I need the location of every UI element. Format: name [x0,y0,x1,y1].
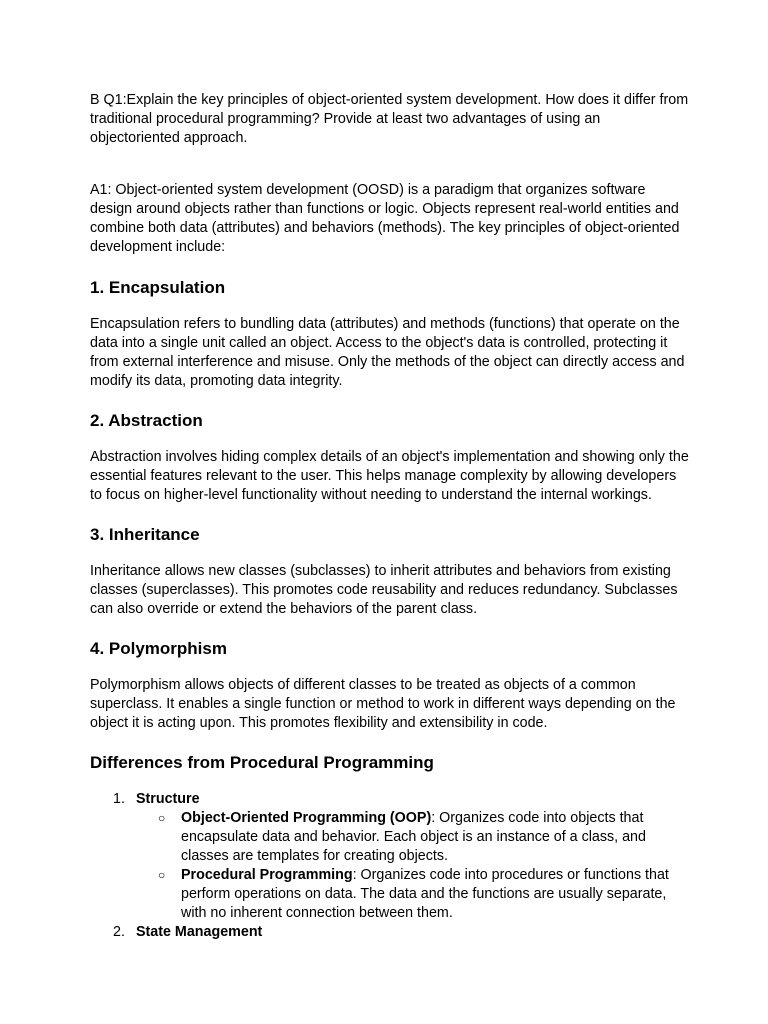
document-page [90,91,690,942]
section-inheritance [90,524,690,619]
differences-list [90,790,690,942]
list-item [90,923,690,942]
question-text: B Q1:Explain the key principles of object-oriented system development. How does it differ from traditional procedural programming? Provide at least two advantages of using an objectoriented approach. [90,92,689,146]
term-description: : Organizes code into procedures or functions that perform operations on data. The data and the functions are usually separate, with no inherent connection between them. [181,867,669,921]
differences-heading: Differences from Procedural Programming [90,753,434,772]
section-body: Polymorphism allows objects of different classes to be treated as objects of a common superclass. It enables a single function or method to work in different ways depending on the object it is acting upon. This promotes flexibility and extensibility in code. [90,677,676,731]
section-heading: 1. Encapsulation [90,278,226,297]
section-encapsulation [90,277,690,391]
section-heading: 3. Inheritance [90,525,200,544]
section-body: Encapsulation refers to bundling data (attributes) and methods (functions) that operate on the data into a single unit called an object. Access to the object's data is controlled, protecting it from external interference and misuse. Only the methods of the object can directly access and modify its data, promoting data integrity. [90,316,685,389]
term-label: Object-Oriented Programming (OOP) [181,810,432,826]
section-heading: 2. Abstraction [90,411,203,430]
section-polymorphism [90,638,690,733]
answer-intro: A1: Object-oriented system development (OOSD) is a paradigm that organizes software design around objects rather than functions or logic. Objects represent real-world entities and combine both data (attributes) and behaviors (methods). The key principles of object-oriented development include: [90,182,680,255]
list-item [90,790,690,923]
hollow-circle-bullet-icon: ○ [158,811,166,825]
list-number: 1. [113,791,125,807]
section-heading: 4. Polymorphism [90,639,227,658]
hollow-circle-bullet-icon: ○ [158,868,166,882]
sub-list-item [90,809,690,866]
section-abstraction [90,410,690,505]
term-description: : Organizes code into objects that encapsulate data and behavior. Each object is an instance of a class, and classes are templates for creating objects. [181,810,646,864]
list-item-title: State Management [136,924,263,940]
list-number: 2. [113,924,125,940]
sub-list [90,809,690,923]
list-item-title: Structure [136,791,200,807]
section-body: Abstraction involves hiding complex details of an object's implementation and showing only the essential features relevant to the user. This helps manage complexity by allowing developers to focus on higher-level functionality without needing to understand the internal workings. [90,449,689,503]
term-label: Procedural Programming [181,867,353,883]
section-body: Inheritance allows new classes (subclasses) to inherit attributes and behaviors from existing classes (superclasses). This promotes code reusability and reduces redundancy. Subclasses can also override or extend the behaviors of the parent class. [90,563,678,617]
sub-list-item [90,866,690,923]
